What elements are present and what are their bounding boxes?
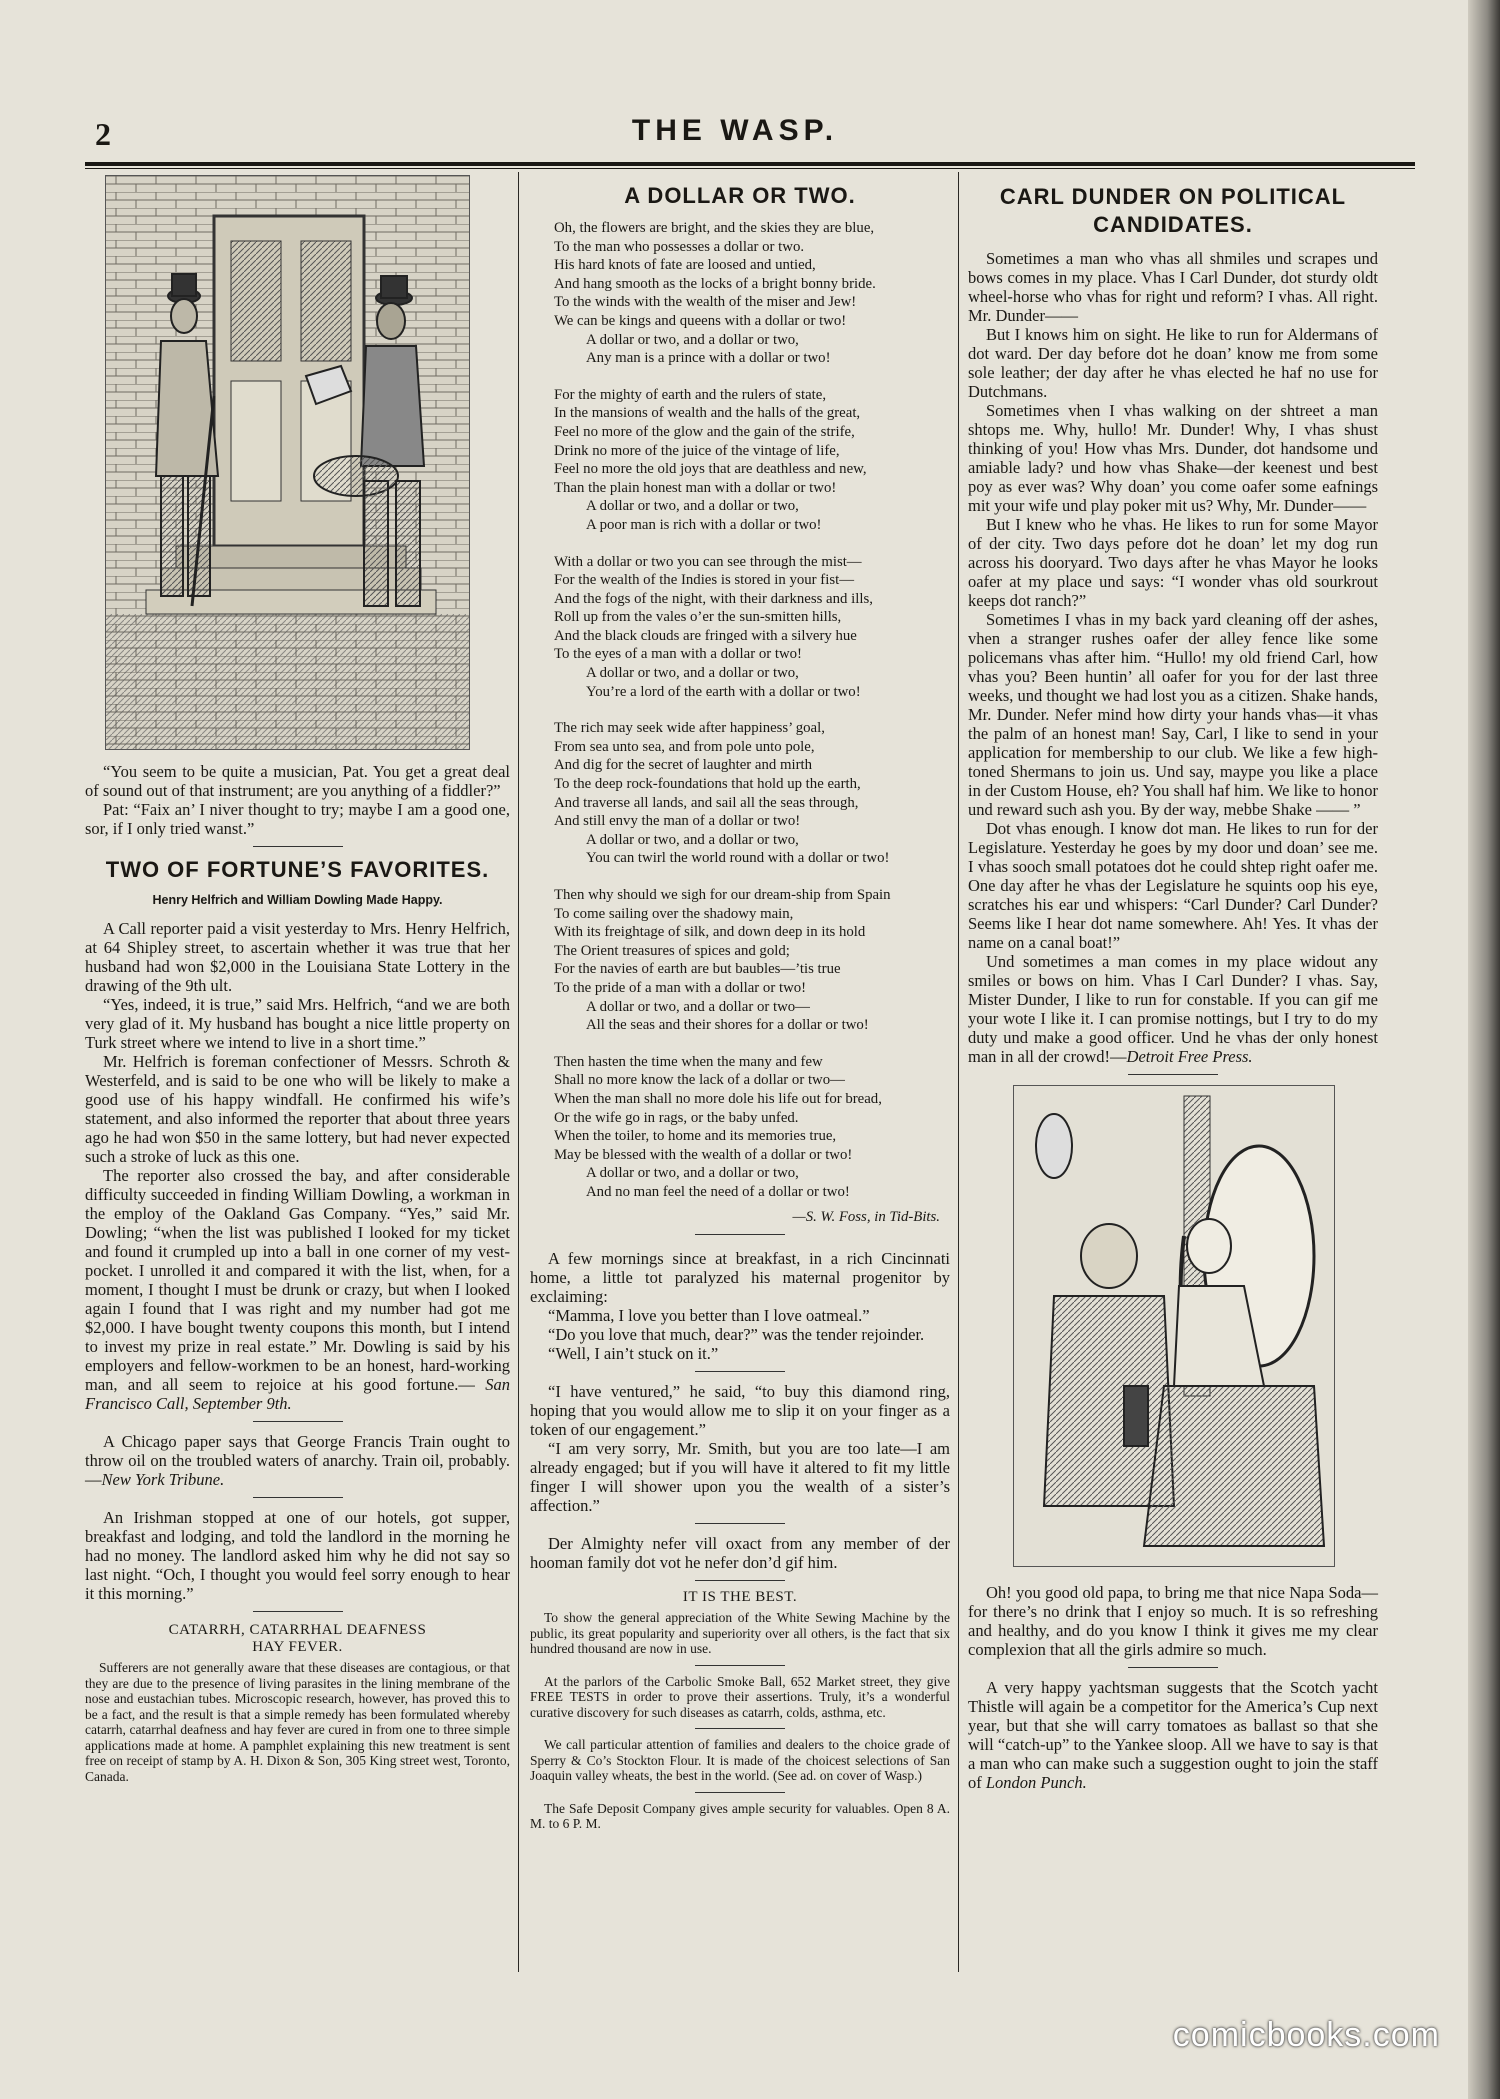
poem-refrain-line: A dollar or two, and a dollar or two, — [586, 1165, 799, 1182]
almighty-item: Der Almighty nefer vill oxact from any member of der hooman family dot vot he nefer don’d gif him. — [530, 1534, 950, 1573]
fortune-paragraph — [85, 1166, 510, 1413]
poem-line: The Orient treasures of spices and gold; — [554, 942, 790, 959]
separator — [695, 1523, 785, 1524]
poem-refrain-line: A dollar or two, and a dollar or two, — [586, 498, 799, 515]
fortune-article-subtitle: Henry Helfrich and William Dowling Made Happy. — [152, 893, 443, 907]
poem-line: The rich may seek wide after happiness’ goal, — [554, 720, 825, 737]
poem-line: Drink no more of the juice of the vintage of life, — [554, 442, 840, 459]
poem-line: Shall no more know the lack of a dollar or two— — [554, 1072, 845, 1089]
poem-line: From sea unto sea, and from pole unto pole, — [554, 738, 815, 755]
poem-line: And the black clouds are fringed with a silvery hue — [554, 627, 857, 644]
fortune-credit: San Francisco Call, September 9th. — [85, 1375, 511, 1413]
separator — [695, 1665, 785, 1666]
poem-stanza — [554, 386, 950, 535]
poem-stanza — [554, 219, 950, 368]
page-number: 2 — [95, 116, 111, 152]
fortune-paragraph: Mr. Helfrich is foreman confectioner of Messrs. Schroth & Westerfeld, and is said to be one who will be likely to make a good use of his happy windfall. He confirmed his wife’s statement, and also informed the reporter that about three years ago he had won $50 in the same lottery, but had never expected such a stroke of luck as this one. — [85, 1052, 510, 1166]
dunder-paragraph — [968, 952, 1378, 1066]
separator — [253, 846, 343, 847]
poem-line: We can be kings and queens with a dollar or two! — [554, 312, 847, 329]
poem-refrain-line: You’re a lord of the earth with a dollar or two! — [586, 683, 861, 700]
best-text: To show the general appreciation of the White Sewing Machine by the public, its great popularity and superiority over all others, is the fact that six hundred thousand are now in use. — [530, 1610, 950, 1657]
poem-line: And the fogs of the night, with their darkness and ills, — [554, 590, 873, 607]
poem-refrain-line: A dollar or two, and a dollar or two— — [586, 998, 810, 1015]
dunder-paragraph-text: Und sometimes a man comes in my place widout any smiles or bows on him. Vhas I Carl Dunder? I vhas. Say, Mister Dunder, I like to run for constable. If you can gif me your wote I like it. I can promise nottings, but I try to do my duty und make a good officer. Und he vhas der only honest man in all der crowd!— — [968, 952, 1378, 1066]
tot-paragraph: “Mamma, I love you better than I love oatmeal.” — [548, 1306, 870, 1326]
poem-line: To the winds with the wealth of the miser and Jew! — [554, 294, 857, 311]
tot-paragraph: “Well, I ain’t stuck on it.” — [548, 1344, 719, 1364]
poem-stanza — [554, 719, 950, 868]
train-credit: New York Tribune. — [101, 1470, 225, 1489]
deposit-text: The Safe Deposit Company gives ample security for valuables. Open 8 A. M. to 6 P. M. — [530, 1800, 950, 1832]
tot-item — [530, 1249, 950, 1363]
dunder-paragraph: But I knew who he vhas. He likes to run for some Mayor of der city. Two days pefore dot he doan’ let my dog run across his dooryard. Two days after he vhas Mayor he looks oafer at my place und says: “I wonder vhas old sourkrout keeps dot ranch?” — [968, 515, 1378, 610]
yacht-item — [968, 1678, 1378, 1792]
watermark: comicbooks.com — [1172, 2016, 1440, 2054]
poem-line: And traverse all lands, and sail all the seas through, — [554, 794, 859, 811]
poem-line: His hard knots of fate are loosed and untied, — [554, 257, 816, 274]
poem-refrain-line: A dollar or two, and a dollar or two, — [586, 331, 799, 348]
column-3 — [968, 175, 1378, 1792]
dunder-credit: Detroit Free Press. — [1126, 1047, 1253, 1066]
separator — [1128, 1667, 1218, 1668]
poem-refrain-line: A poor man is rich with a dollar or two! — [586, 516, 822, 533]
separator — [695, 1371, 785, 1372]
poem-line: Than the plain honest man with a dollar or two! — [554, 479, 837, 496]
separator — [695, 1728, 785, 1729]
separator — [1128, 1074, 1218, 1075]
poem-refrain-line: You can twirl the world round with a dollar or two! — [586, 850, 890, 867]
poem-line: Then hasten the time when the many and few — [554, 1053, 823, 1070]
poem-credit: —S. W. Foss, in Tid-Bits. — [792, 1208, 940, 1225]
header-rule-thin — [85, 168, 1415, 169]
illustration-caption-1: “You seem to be quite a musician, Pat. You get a great deal of sound out of that instrument; are you anything of a fiddler?” — [85, 762, 510, 800]
poem-line: And still envy the man of a dollar or two! — [554, 813, 801, 830]
ring-item — [530, 1382, 950, 1515]
poem-refrain-line: And no man feel the need of a dollar or two! — [586, 1183, 850, 1200]
poem-line: And hang smooth as the locks of a bright bonny bride. — [554, 275, 876, 292]
fortune-paragraph-text: The reporter also crossed the bay, and after considerable difficulty succeeded in finding William Dowling, a workman in the employ of the Oakland Gas Company. “Yes,” said Mr. Dowling; “when the list was published I looked for my ticket and found it crumpled up into a ball in one corner of my vest-pocket. I unrolled it and compared it with the list, when, for a moment, I thought I must be drunk or crazy, but when I looked again I found that I was right and my number had got me $2,000. I have bought twenty coupons this month, but I intend to invest my prize in real estate.” Mr. Dowling is said by his employers and fellow-workmen to be an honest, hard-working man, and all seem to rejoice at his good fortune.— — [85, 1166, 510, 1394]
fortune-paragraph: A Call reporter paid a visit yesterday to Mrs. Henry Helfrich, at 64 Shipley street, to ascertain whether it was true that her husband had won $2,000 in the Louisiana State Lottery in the drawing of the 9th ult. — [85, 919, 510, 995]
dunder-paragraph: But I knows him on sight. He like to run for Aldermans of dot ward. Der day before dot he doan’ know me from some sole leather; der day after he vhas elected he haf no use for Dutchmans. — [968, 325, 1378, 401]
page-header — [85, 112, 1385, 162]
header-rule — [85, 162, 1415, 166]
papa-caption: Oh! you good old papa, to bring me that nice Napa Soda—for there’s no drink that I enjoy so much. It is so refreshing and healthy, and do you know I think it gives me my clear complexion that all the girls admire so much. — [968, 1583, 1378, 1659]
poem-line: To the eyes of a man with a dollar or two! — [554, 646, 802, 663]
poem-line: With its freightage of silk, and down deep in its hold — [554, 924, 866, 941]
poem-line: To the deep rock-foundations that hold up the earth, — [554, 776, 861, 793]
poem-stanza — [554, 553, 950, 702]
catarrh-text: Sufferers are not generally aware that these diseases are contagious, or that they are due to the presence of living parasites in the lining membrane of the nose and eustachian tubes. Microscopic research, however, has proved this to be a fact, and the result is that a simple remedy has been formulated whereby catarrh, catarrhal deafness and hay fever are cured in from one to three simple applications made at home. A pamphlet explaining this new treatment is sent free on receipt of stamp by A. H. Dixon & Son, 305 King street west, Toronto, Canada. — [85, 1660, 510, 1784]
poem-body — [554, 219, 950, 1202]
column-divider-1 — [518, 172, 519, 1972]
poem-refrain-line: Any man is a prince with a dollar or two! — [586, 350, 831, 367]
poem-stanza — [554, 1053, 950, 1202]
irishman-item: An Irishman stopped at one of our hotels, got supper, breakfast and lodging, and told the landlord in the morning he had no money. The landlord asked him why he did not say so last night. “Och, I thought you would feel sorry enough to hear it this morning.” — [85, 1508, 510, 1603]
poem-line: May be blessed with the wealth of a dollar or two! — [554, 1146, 853, 1163]
separator — [253, 1611, 343, 1612]
tot-paragraph: “Do you love that much, dear?” was the tender rejoinder. — [548, 1325, 925, 1345]
poem-line: For the navies of earth are but baubles—’tis true — [554, 961, 841, 978]
train-item-text: A Chicago paper says that George Francis Train ought to throw oil on the troubled waters of anarchy. Train oil, probably.— — [85, 1432, 510, 1489]
dunder-article-body — [968, 249, 1378, 1066]
dunder-paragraph: Sometimes vhen I vhas walking on der shtreet a man shtops me. Why, hullo! Mr. Dunder! Why, I vhas shust thinking of you! How vhas Mrs. Dunder, dot handsome und amiable lady? und how vhas Shake—der keenest und best poy as ever was? Why doan’ you come oafer some eafnings mit your wife und play poker mit us? Why, Mr. Dunder—— — [968, 401, 1378, 515]
poem-line: Feel no more the old joys that are deathless and new, — [554, 461, 867, 478]
catarrh-title-1: CATARRH, CATARRHAL DEAFNESS — [168, 1622, 427, 1638]
flour-text: We call particular attention of families and dealers to the choice grade of Sperry & Co’s Stockton Flour. It is made of the choicest selections of San Joaquin valley wheats, the best in the world. (See ad. on cover of Wasp.) — [530, 1737, 950, 1784]
poem-refrain-line: A dollar or two, and a dollar or two, — [586, 665, 799, 682]
poem-line: Or the wife go in rags, or the baby unfed. — [554, 1109, 799, 1126]
yacht-item-text: A very happy yachtsman suggests that the Scotch yacht Thistle will again be a competitor for the America’s Cup next year, but that she will carry tomatoes as ballast so that she will “catch-up” to the Yankee sloop. All we have to say is that a man who can make such a suggestion ought to join the staff of — [968, 1678, 1378, 1792]
poem-line: To come sailing over the shadowy main, — [554, 905, 794, 922]
separator — [253, 1421, 343, 1422]
fortune-article-body — [85, 919, 510, 1413]
train-item — [85, 1432, 510, 1489]
poem-refrain-line: A dollar or two, and a dollar or two, — [586, 831, 799, 848]
ring-paragraph: “I have ventured,” he said, “to buy this diamond ring, hoping that you would allow me to slip it on your finger as a token of our engagement.” — [530, 1382, 950, 1440]
catarrh-title-2: HAY FEVER. — [252, 1639, 343, 1655]
poem-line: Feel no more of the glow and the gain of the strife, — [554, 423, 855, 440]
page-binding-shadow — [1468, 0, 1500, 2099]
dunder-paragraph: Sometimes I vhas in my back yard cleaning off der ashes, vhen a stranger rushes oafer der alley fence like some policemans vhas after him. “Hullo! my old friend Carl, how vhas you? Been huntin’ all oafer for you for der last three weeks, und thought we had lost you as a citizen. Shake hands, Mr. Dunder. Nefer mind how dirty your hands vhas—it vhas the palm of an honest man! Say, Carl, I like to send in your application for membership to our club. We like a few high-toned Shermans to join us. Und say, maype you like a place in der Custom House, eh? You shall haf him. We like to honor und reward such ash you. By der way, mebbe Shake —— ” — [968, 610, 1378, 819]
column-2 — [530, 175, 950, 1832]
separator — [695, 1234, 785, 1235]
poem-line: When the toiler, to home and its memories true, — [554, 1128, 837, 1145]
yacht-credit: London Punch. — [985, 1773, 1087, 1792]
smoke-ball-text: At the parlors of the Carbolic Smoke Ball, 652 Market street, they give FREE TESTS in order to prove their assertions. Truly, it’s a wonderful curative discovery for such diseases as catarrh, colds, asthma, etc. — [530, 1673, 950, 1720]
poem-line: Then why should we sigh for our dream-ship from Spain — [554, 887, 891, 903]
poem-line: For the mighty of earth and the rulers of state, — [554, 386, 827, 403]
poem-line: To the pride of a man with a dollar or two! — [554, 979, 807, 996]
dunder-paragraph: Dot vhas enough. I know dot man. He likes to run for der Legislature. Yesterday he goes by my door und doan’ see me. I vhas sooch small potatoes dot he could shtep right oafer me. One day after he vhas der Legislature he squints oop his eye, scratches his ear und whispers: “Carl Dunder? Carl Dunder? Seems like I hear dot name somewhere. Ah! Yes. It vhas der name on a canal boat!” — [968, 819, 1378, 952]
column-divider-2 — [958, 172, 959, 1972]
poem-line: Roll up from the vales o’er the sun-smitten hills, — [554, 609, 842, 626]
poem-line: Oh, the flowers are bright, and the skies they are blue, — [554, 220, 875, 236]
poem-refrain-line: All the seas and their shores for a dollar or two! — [586, 1017, 869, 1034]
fortune-article-title: TWO OF FORTUNE’S FAVORITES. — [105, 857, 490, 882]
fortune-paragraph: “Yes, indeed, it is true,” said Mrs. Helfrich, “and we are both very glad of it. My husband has bought a nice little property on Turk street where we intend to live in a short time.” — [85, 995, 510, 1052]
poem-line: To the man who possesses a dollar or two. — [554, 238, 805, 255]
poem-line: For the wealth of the Indies is stored in your fist— — [554, 572, 854, 589]
poem-line: When the man shall no more dole his life out for bread, — [554, 1090, 882, 1107]
illustration-papa-daughter — [1013, 1085, 1335, 1567]
best-title: IT IS THE BEST. — [682, 1589, 798, 1606]
poem-stanza — [554, 886, 950, 1035]
dunder-paragraph: Sometimes a man who vhas all shmiles und scrapes und bows comes in my place. Vhas I Carl Dunder, dot sturdy oldt wheel-horse who vhas for right und reform? I vhas. All right. Mr. Dunder—— — [968, 249, 1378, 325]
tot-paragraph: A few mornings since at breakfast, in a rich Cincinnati home, a little tot paralyzed his maternal progenitor by exclaiming: — [530, 1249, 950, 1307]
separator — [695, 1792, 785, 1793]
poem-title: A DOLLAR OR TWO. — [624, 183, 856, 208]
illustration-caption-2: Pat: “Faix an’ I niver thought to try; maybe I am a good one, sor, if I only tried wanst.” — [85, 800, 510, 838]
poem-line: With a dollar or two you can see through the mist— — [554, 553, 862, 570]
separator — [695, 1580, 785, 1581]
ring-paragraph: “I am very sorry, Mr. Smith, but you are too late—I am already engaged; but if you will have it altered to fit my little finger I will shower upon you the wealth of a sister’s affection.” — [530, 1439, 950, 1516]
column-1 — [85, 175, 510, 1784]
illustration-door-scene — [105, 175, 470, 750]
poem-line: And dig for the secret of laughter and mirth — [554, 757, 813, 774]
masthead: THE WASP. — [631, 114, 839, 147]
poem-line: In the mansions of wealth and the halls of the great, — [554, 405, 861, 422]
separator — [253, 1497, 343, 1498]
dunder-title: CARL DUNDER ON POLITICAL CANDIDATES. — [999, 184, 1347, 237]
